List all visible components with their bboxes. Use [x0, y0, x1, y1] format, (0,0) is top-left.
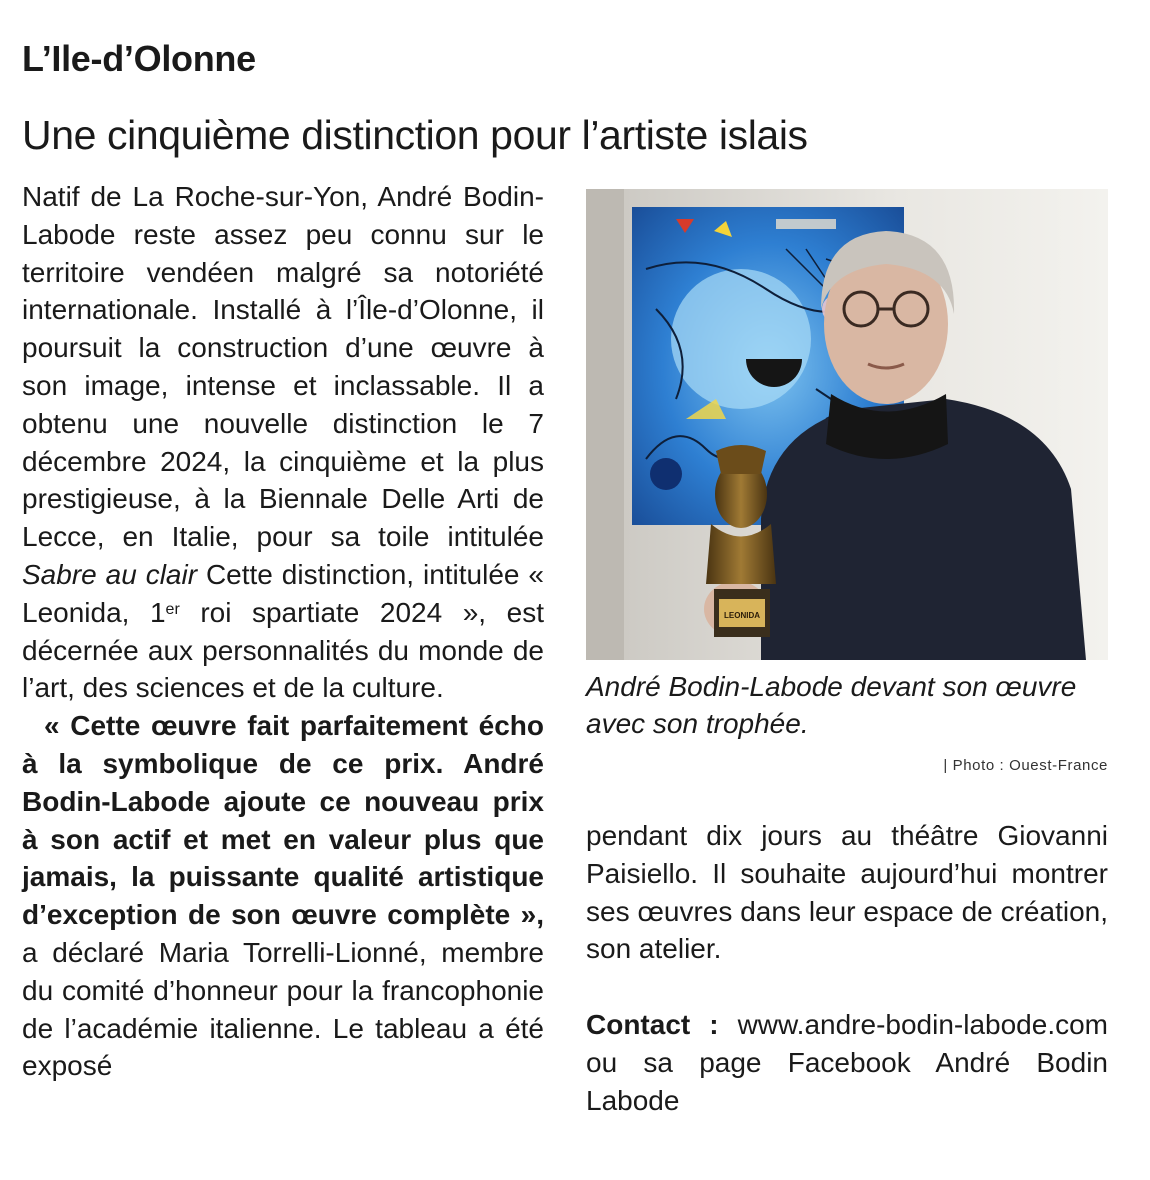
contact-label: Contact :	[586, 1009, 719, 1041]
pull-quote: « Cette œuvre fait parfaitement écho à la symbolique de ce prix. André Bodin-Labode ajoute ce nouveau prix à son actif et met en valeur plus que jamais, la puissante qualité artistique d’exception de son œuvre complète »,	[22, 710, 544, 931]
section-kicker: L’Ile-d’Olonne	[22, 38, 256, 79]
article-column-right	[586, 817, 1108, 1120]
quote-attribution: a déclaré Maria Torrelli-Lionné, membre du comité d’honneur pour la francophonie de l’académie italienne. Le tableau a été exposé	[22, 936, 544, 1082]
contact-paragraph	[586, 1006, 1108, 1119]
trophy-label: LEONIDA	[724, 611, 760, 620]
article-headline: Une cinquième distinction pour l’artiste islais	[22, 112, 808, 158]
photo-caption: André Bodin-Labode devant son œuvre avec son trophée.	[586, 671, 1077, 739]
contact-text: www.andre-bodin-labode.com ou sa page Facebook André Bodin Labode	[586, 1009, 1108, 1116]
intro-paragraph: Natif de La Roche-sur-Yon, André Bodin-Labode reste assez peu connu sur le territoire vendéen malgré sa notoriété internationale. Installé à l’Île-d’Olonne, il poursuit la construction d’une œuvre à son image, intense et inclassable. Il a obtenu une nouvelle distinction le 7 décembre 2024, la cinquième et la plus prestigieuse, à la Biennale Delle Arti de Lecce, en Italie, pour sa toile intitulée Sabre au clair Cette distinction, intitulée « Leonida, 1er roi spartiate 2024 », est décernée aux personnalités du monde de l’art, des sciences et de la culture.	[22, 181, 544, 704]
article-column-left	[22, 178, 544, 1085]
artwork-title: Sabre au clair	[22, 558, 198, 590]
continuation-paragraph: pendant dix jours au théâtre Giovanni Paisiello. Il souhaite aujourd’hui montrer ses œuvres dans leur espace de création, son atelier.	[586, 820, 1108, 965]
quote-paragraph	[22, 707, 544, 1085]
photo-credit: | Photo : Ouest-France	[943, 757, 1108, 774]
article-photo	[586, 189, 1108, 660]
